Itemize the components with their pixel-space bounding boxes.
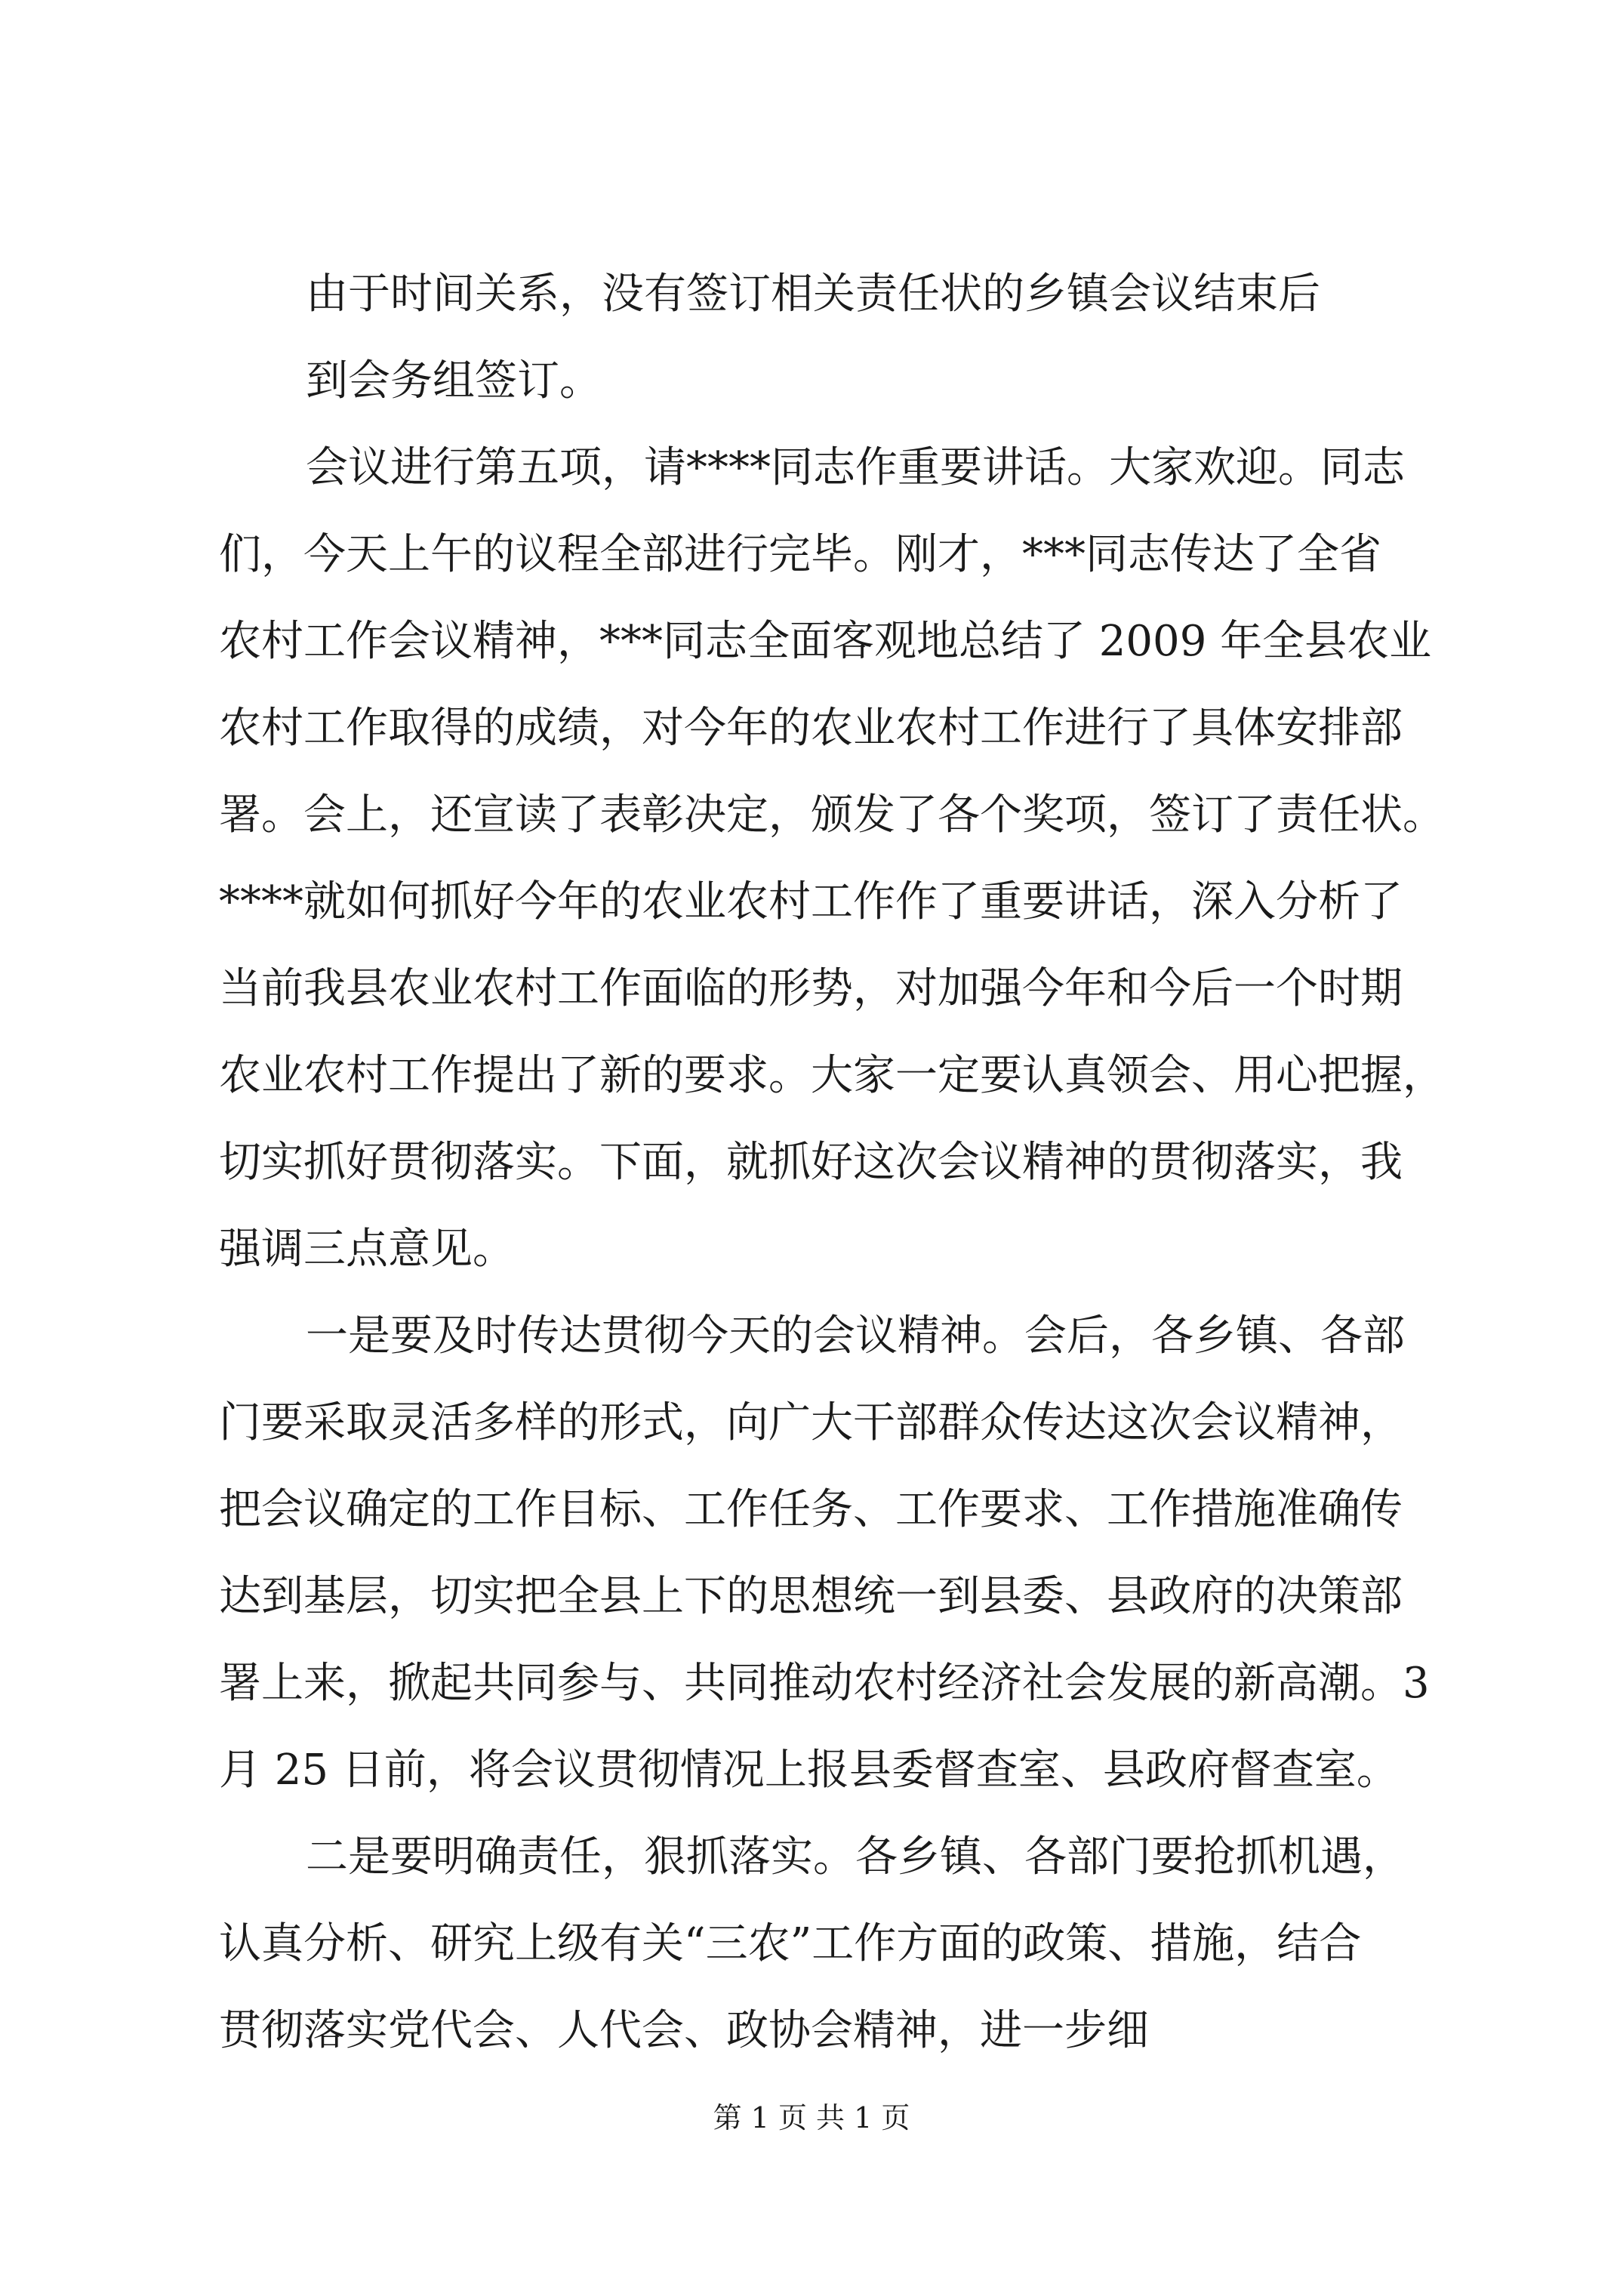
text-line: 农村工作取得的成绩，对今年的农业农村工作进行了具体安排部 — [219, 704, 1403, 753]
text-line: 月 25 日前，将会议贯彻情况上报县委督查室、县政府督查室。 — [219, 1746, 1399, 1795]
text-line: 农业农村工作提出了新的要求。大家一定要认真领会、用心把握， — [219, 1051, 1445, 1100]
text-line: 们，今天上午的议程全部进行完毕。刚才，***同志传达了全省 — [219, 530, 1381, 579]
page-number-label: 第 1 页 共 1 页 — [713, 2101, 910, 2134]
text-line: 当前我县农业农村工作面临的形势，对加强今年和今后一个时期 — [219, 964, 1403, 1013]
text-line: 达到基层，切实把全县上下的思想统一到县委、县政府的决策部 — [219, 1572, 1403, 1621]
text-line: 门要采取灵活多样的形式，向广大干部群众传达这次会议精神， — [219, 1398, 1403, 1447]
page-footer — [0, 2099, 1623, 2137]
text-line: 贯彻落实党代会、人代会、政协会精神，进一步细 — [219, 2006, 1149, 2055]
text-line: 署。会上，还宣读了表彰决定，颁发了各个奖项，签订了责任状。 — [219, 791, 1445, 840]
text-line: 认真分析、研究上级有关“三农”工作方面的政策、措施，结合 — [219, 1919, 1362, 1968]
text-line: 农村工作会议精神，***同志全面客观地总结了 2009 年全县农业 — [219, 617, 1432, 666]
text-line: 切实抓好贯彻落实。下面，就抓好这次会议精神的贯彻落实，我 — [219, 1138, 1403, 1187]
text-line: 会议进行第五项，请****同志作重要讲话。大家欢迎。同志 — [306, 443, 1405, 492]
text-line: 署上来，掀起共同参与、共同推动农村经济社会发展的新高潮。3 — [219, 1659, 1430, 1708]
text-line: 到会务组签订。 — [306, 356, 602, 405]
text-line: ****就如何抓好今年的农业农村工作作了重要讲话，深入分析了 — [219, 877, 1403, 926]
text-line: 强调三点意见。 — [219, 1225, 515, 1274]
text-line: 把会议确定的工作目标、工作任务、工作要求、工作措施准确传 — [219, 1485, 1403, 1534]
text-line: 由于时间关系，没有签订相关责任状的乡镇会议结束后 — [306, 270, 1320, 319]
text-line: 二是要明确责任，狠抓落实。各乡镇、各部门要抢抓机遇， — [306, 1832, 1405, 1881]
text-line: 一是要及时传达贯彻今天的会议精神。会后，各乡镇、各部 — [306, 1311, 1405, 1361]
